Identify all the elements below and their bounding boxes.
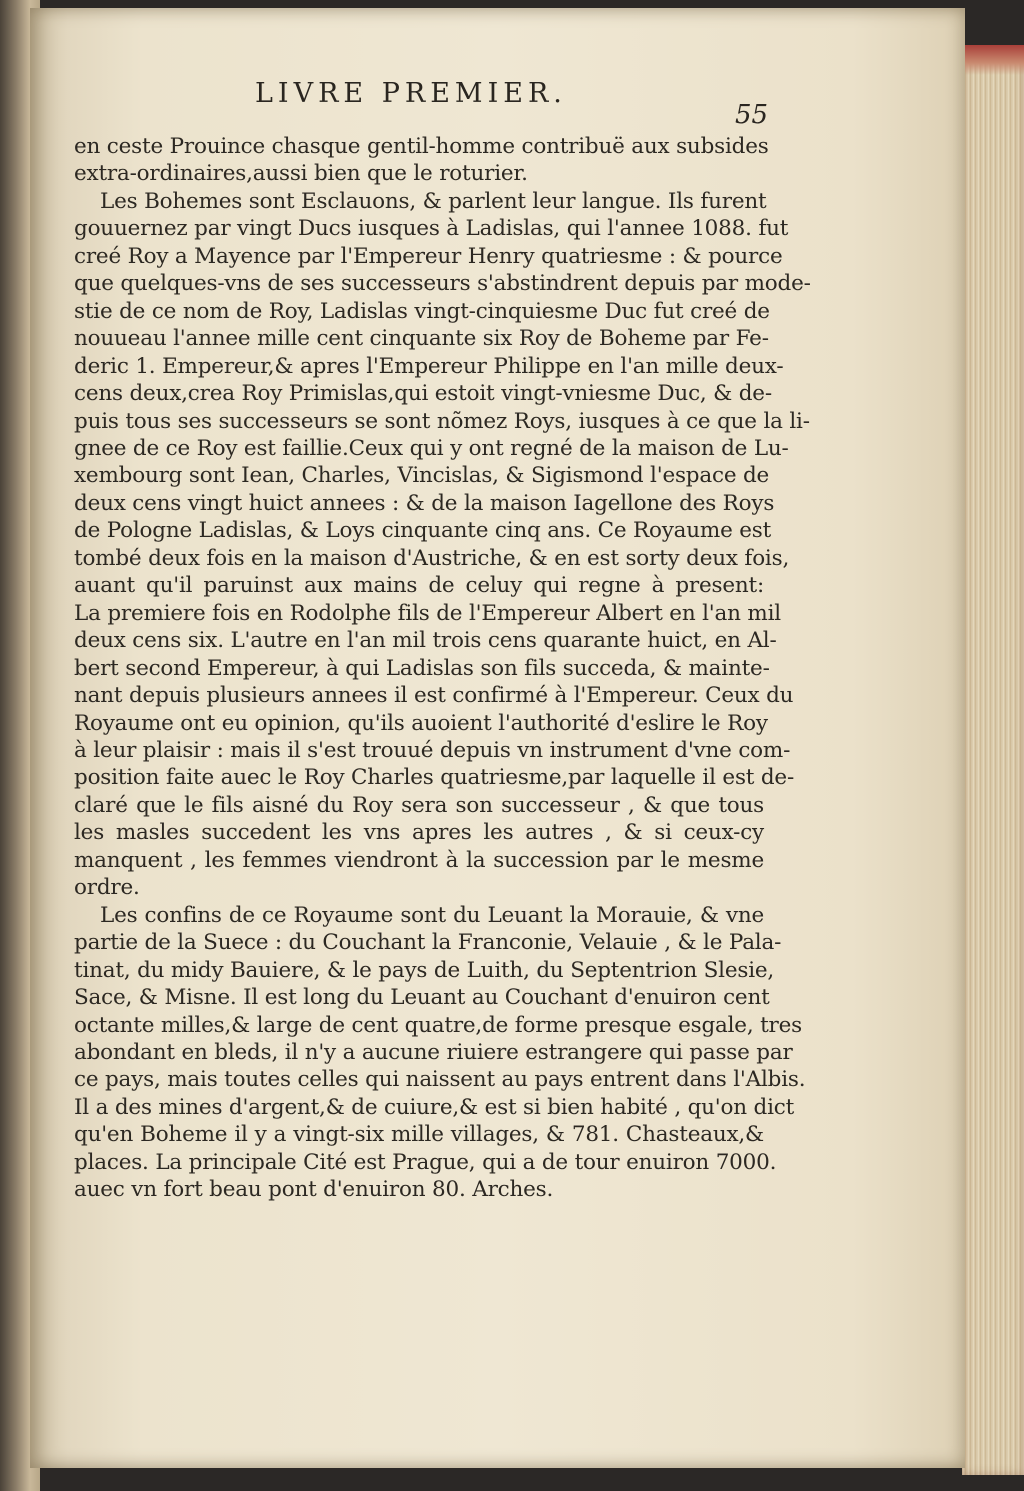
text-line: qu'en Boheme il y a vingt-six mille villages, & 781. Chasteaux,&	[74, 1122, 764, 1148]
text-line: auant qu'il paruinst aux mains de celuy qui regne à present:	[74, 573, 764, 599]
text-line: octante milles,& large de cent quatre,de forme presque esgale, tres	[74, 1012, 802, 1038]
text-line: tinat, du midy Bauiere, & le pays de Luith, du Septentrion Slesie,	[74, 957, 775, 983]
text-line: tombé deux fois en la maison d'Austriche, & en est sorty deux fois,	[74, 545, 790, 571]
text-line: que quelques-vns de ses successeurs s'abstindrent depuis par mode-	[74, 271, 811, 297]
text-line: places. La principale Cité est Prague, qui a de tour enuiron 7000.	[74, 1149, 777, 1175]
text-line: Les confins de ce Royaume sont du Leuant la Morauie, & vne	[100, 902, 764, 928]
text-line: claré que le fils aisné du Roy sera son successeur , & que tous	[74, 792, 764, 818]
text-line: nouueau l'annee mille cent cinquante six Roy de Boheme par Fe-	[74, 326, 769, 352]
paragraph	[74, 902, 806, 1204]
text-line: auec vn fort beau pont d'enuiron 80. Arches.	[74, 1177, 554, 1203]
running-head: LIVRE PREMIER.	[255, 78, 567, 109]
text-line: xembourg sont Iean, Charles, Vincislas, & Sigismond l'espace de	[74, 463, 770, 489]
text-line: deux cens six. L'autre en l'an mil trois cens quarante huict, en Al-	[74, 628, 777, 654]
text-line: nant depuis plusieurs annees il est confirmé à l'Empereur. Ceux du	[74, 683, 794, 709]
text-line: bert second Empereur, à qui Ladislas son fils succeda, & mainte-	[74, 655, 770, 681]
text-line: abondant en bleds, il n'y a aucune riuiere estrangere qui passe par	[74, 1039, 793, 1065]
text-line: stie de ce nom de Roy, Ladislas vingt-cinquiesme Duc fut creé de	[74, 298, 770, 324]
body-text	[74, 133, 811, 1204]
text-line: position faite auec le Roy Charles quatriesme,par laquelle il est de-	[74, 765, 795, 791]
text-line: en ceste Prouince chasque gentil-homme contribuë aux subsides	[74, 134, 769, 159]
text-line: ce pays, mais toutes celles qui naissent au pays entrent dans l'Albis.	[74, 1067, 806, 1093]
text-line: de Pologne Ladislas, & Loys cinquante cinq ans. Ce Royaume est	[74, 518, 772, 544]
text-line: La premiere fois en Rodolphe fils de l'Empereur Albert en l'an mil	[74, 600, 781, 626]
text-line: à leur plaisir : mais il s'est trouué depuis vn instrument d'vne com-	[74, 737, 791, 763]
text-line: gnee de ce Roy est faillie.Ceux qui y ont regné de la maison de Lu-	[74, 435, 789, 461]
text-line: Il a des mines d'argent,& de cuiure,& est si bien habité , qu'on dict	[74, 1094, 795, 1120]
text-line: manquent , les femmes viendront à la succession par le mesme	[74, 847, 764, 873]
text-line: deric 1. Empereur,& apres l'Empereur Philippe en l'an mille deux-	[74, 353, 784, 379]
text-line: puis tous ses successeurs se sont nõmez Roys, iusques à ce que la li-	[74, 408, 810, 434]
text-line: gouuernez par vingt Ducs iusques à Ladislas, qui l'annee 1088. fut	[74, 216, 789, 242]
book-fore-edge	[962, 45, 1024, 1475]
paragraph	[74, 133, 769, 188]
text-line: Sace, & Misne. Il est long du Leuant au Couchant d'enuiron cent	[74, 985, 770, 1011]
text-line: Royaume ont eu opinion, qu'ils auoient l'authorité d'eslire le Roy	[74, 710, 768, 736]
paragraph	[74, 188, 811, 902]
text-line: les masles succedent les vns apres les autres , & si ceux-cy	[74, 820, 764, 846]
text-line: ordre.	[74, 875, 140, 901]
text-line: creé Roy a Mayence par l'Empereur Henry quatriesme : & pource	[74, 243, 783, 269]
text-line: partie de la Suece : du Couchant la Franconie, Velauie , & le Pala-	[74, 930, 782, 956]
text-line: Les Bohemes sont Esclauons, & parlent leur langue. Ils furent	[100, 188, 767, 214]
text-line: extra-ordinaires,aussi bien que le roturier.	[74, 161, 528, 187]
page-number: 55	[735, 100, 769, 130]
text-line: deux cens vingt huict annees : & de la maison Iagellone des Roys	[74, 490, 775, 516]
text-line: cens deux,crea Roy Primislas,qui estoit vingt-vniesme Duc, & de-	[74, 381, 772, 407]
